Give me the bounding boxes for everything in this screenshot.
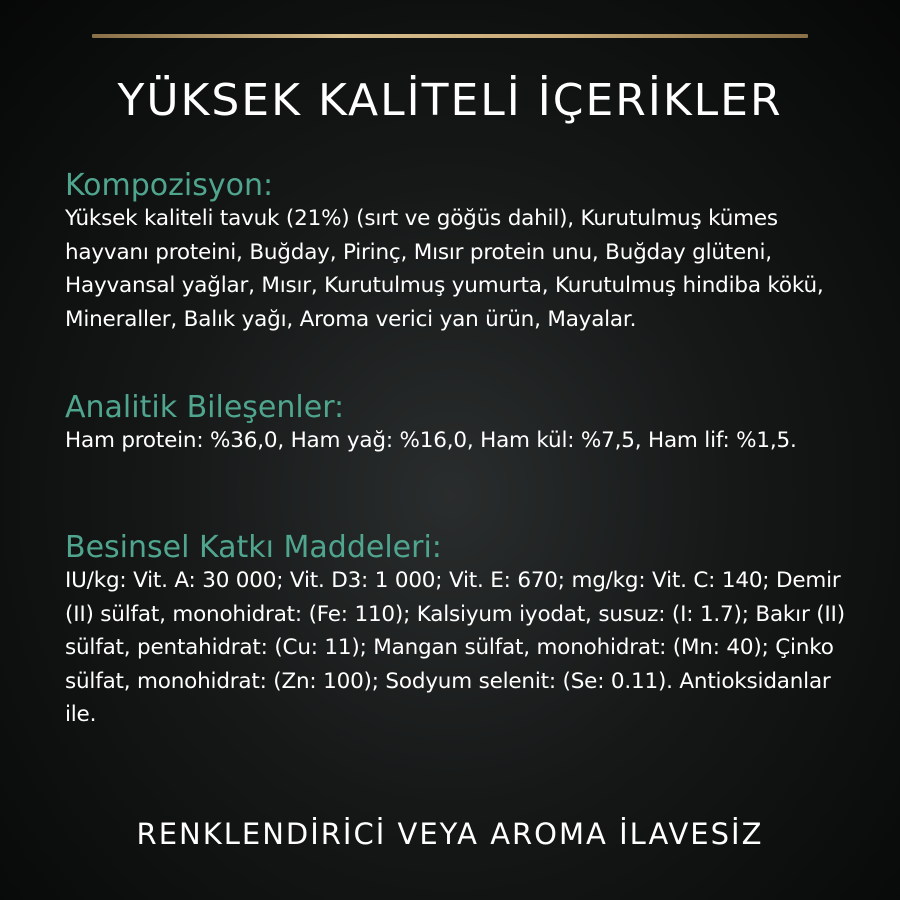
composition-section (65, 170, 845, 336)
nutritional-additives-section (65, 532, 845, 732)
page-title: YÜKSEK KALİTELİ İÇERİKLER (117, 75, 783, 126)
footer-tagline: RENKLENDİRİCİ VEYA AROMA İLAVESİZ (136, 817, 764, 851)
nutritional-additives-text: IU/kg: Vit. A: 30 000; Vit. D3: 1 000; Vit. E: 670; mg/kg: Vit. C: 140; Demir (II) sülfat, monohidrat: (Fe: 110); Kalsiyum iyodat, susuz: (I: 1.7); Bakır (II) sülfat, pentahidrat: (Cu: 11); Mangan sülfat, monohidrat: (Mn: 40); Çinko sülfat, monohidrat: (Zn: 100); Sodyum selenit: (Se: 0.11). Antioksidanlar ile. (65, 568, 845, 727)
analytical-components-text: Ham protein: %36,0, Ham yağ: %16,0, Ham kül: %7,5, Ham lif: %1,5. (65, 428, 797, 453)
nutritional-additives-heading: Besinsel Katkı Maddeleri: (65, 530, 442, 565)
analytical-components-heading: Analitik Bileşenler: (65, 390, 345, 425)
composition-text: Yüksek kaliteli tavuk (21%) (sırt ve göğüs dahil), Kurutulmuş kümes hayvanı proteini, Buğday, Pirinç, Mısır protein unu, Buğday glüteni, Hayvansal yağlar, Mısır, Kurutulmuş yumurta, Kurutulmuş hindiba kökü, Mineraller, Balık yağı, Aroma verici yan ürün, Mayalar. (65, 206, 824, 332)
analytical-components-section (65, 392, 845, 458)
gold-divider-line (92, 34, 808, 38)
composition-heading: Kompozisyon: (65, 168, 274, 203)
